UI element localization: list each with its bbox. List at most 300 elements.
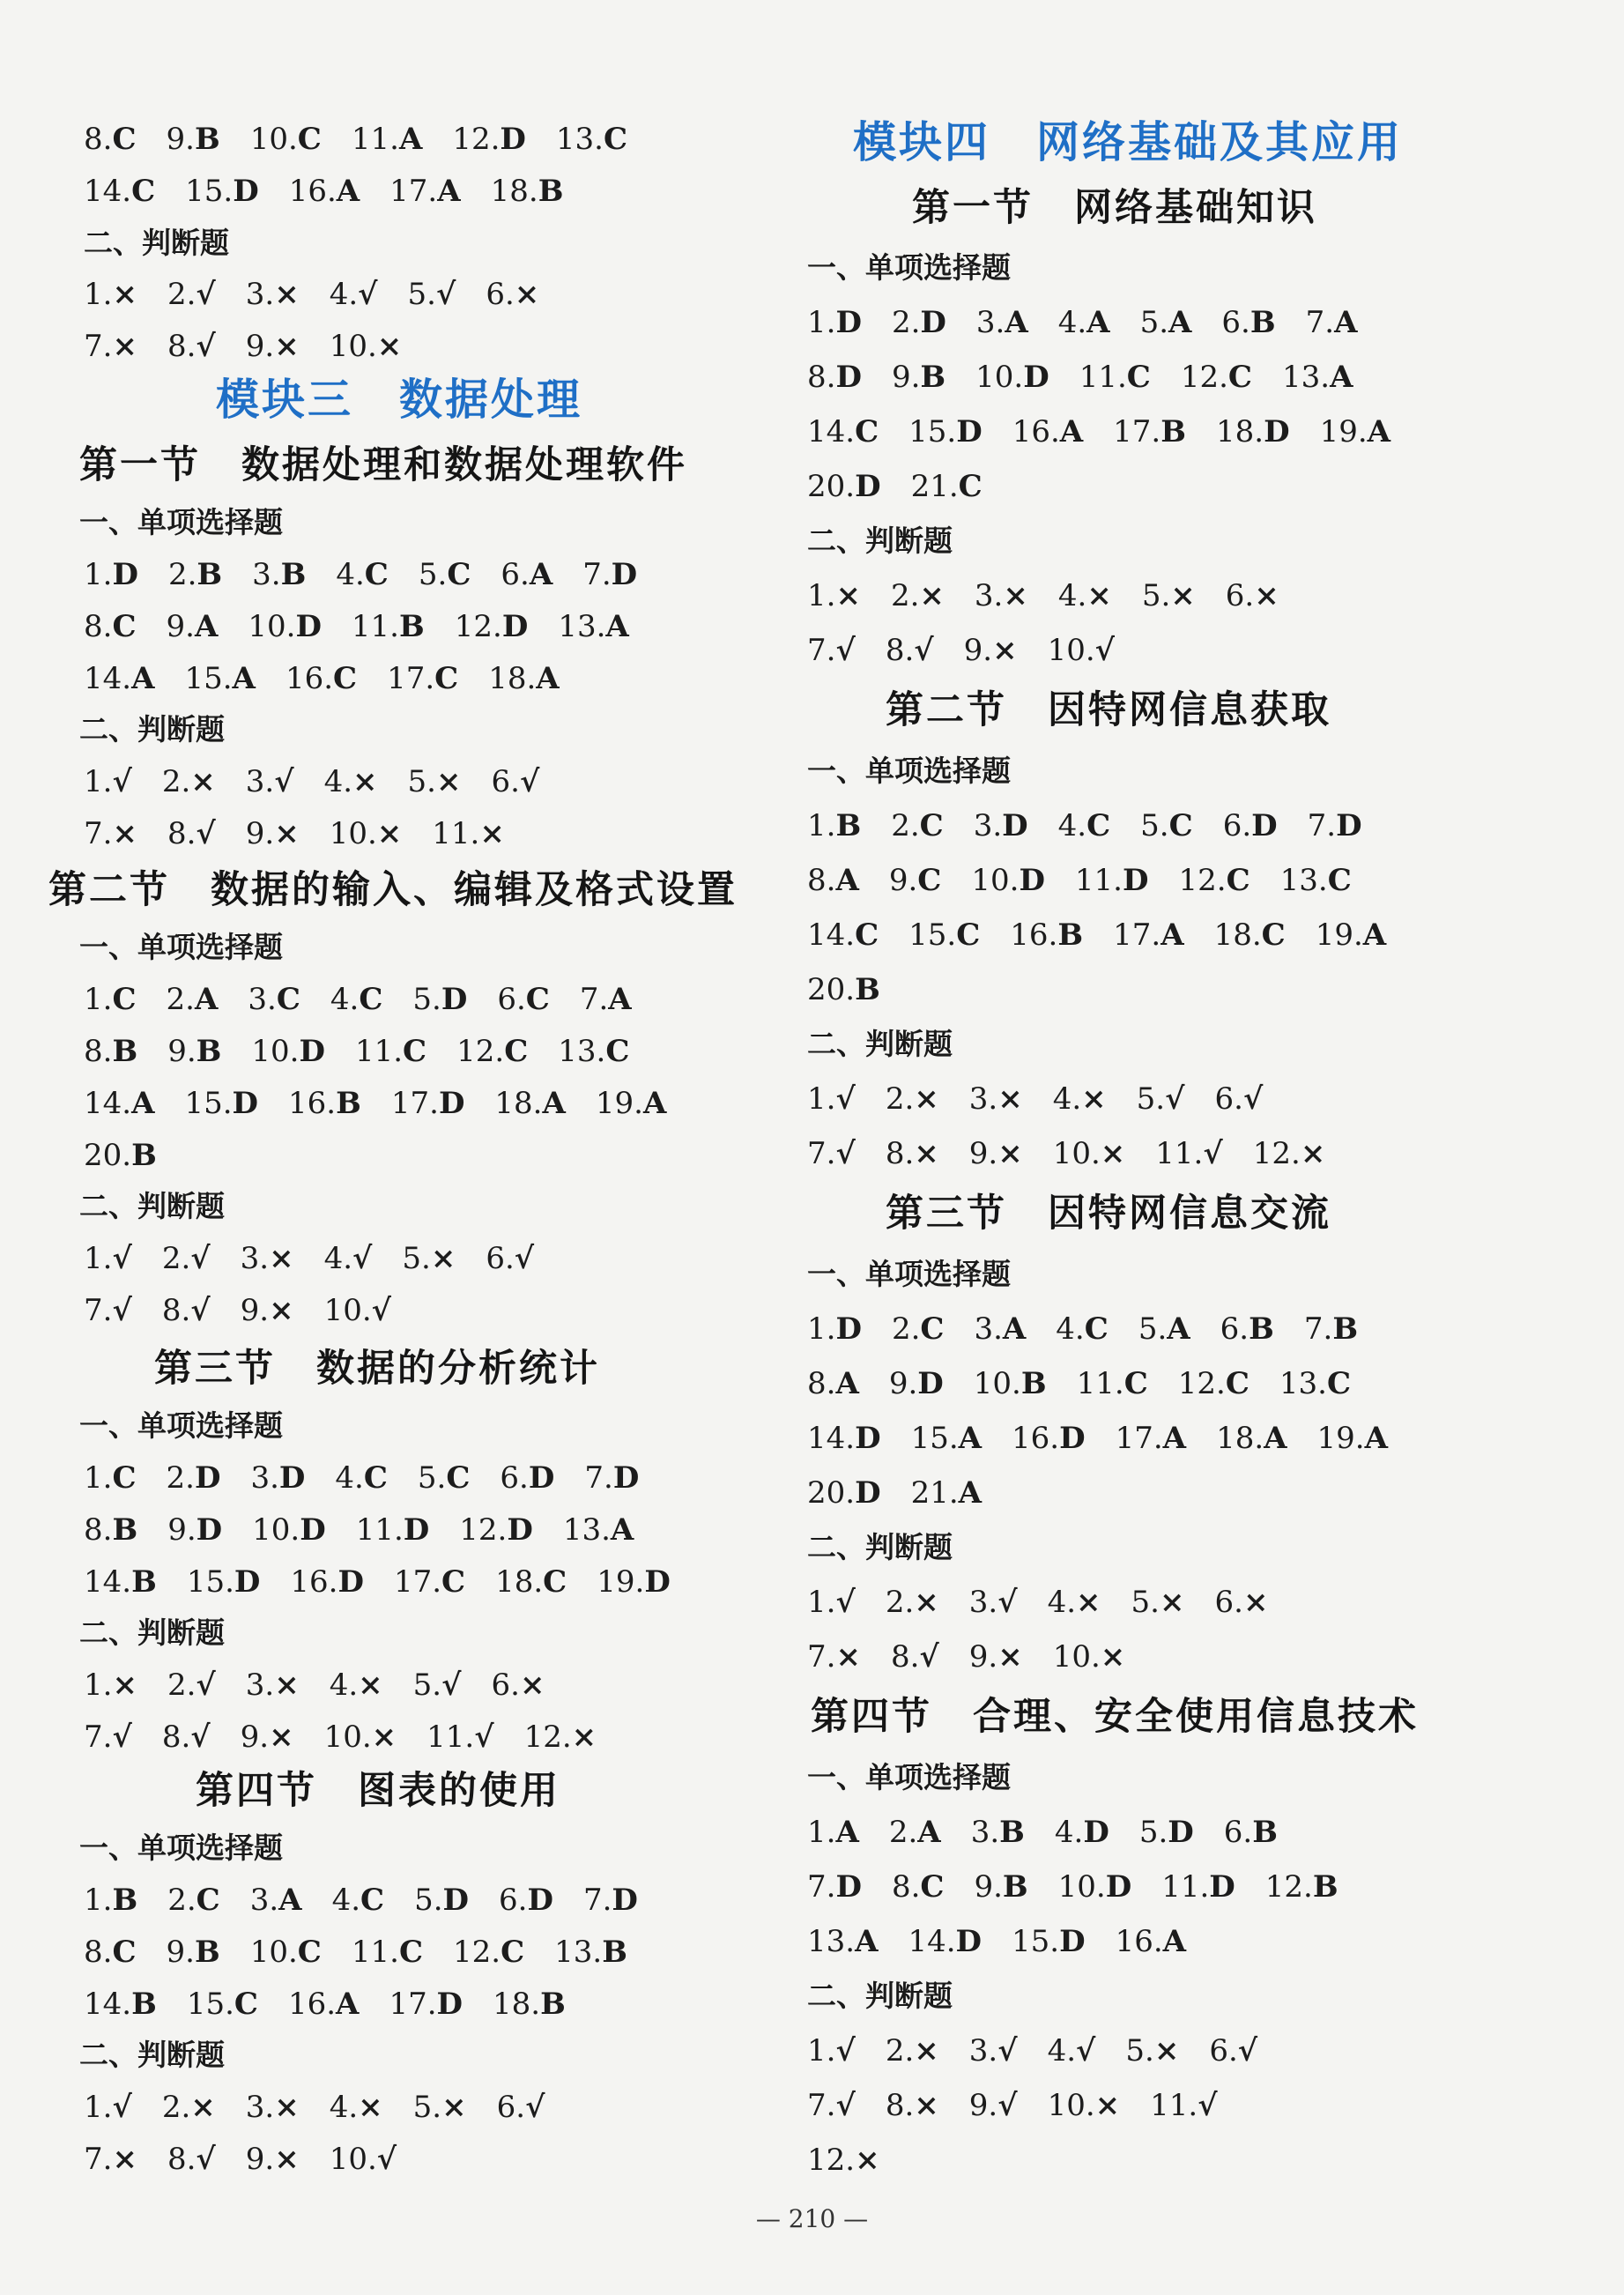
- answer-item: 10.D: [251, 1034, 325, 1069]
- answer-item: 13.A: [562, 1512, 634, 1548]
- answer-item: 15.C: [186, 1987, 258, 2022]
- answer-item: 9.B: [167, 1034, 222, 1069]
- answer-item: 18.C: [1213, 917, 1286, 953]
- choice-heading: 一、单项选择题: [807, 754, 1011, 788]
- answer-item: 17.C: [387, 661, 459, 696]
- answer-line: [84, 816, 535, 851]
- answer-item: 20.B: [84, 1138, 157, 1173]
- answer-item: 6.×: [1214, 1585, 1269, 1620]
- answer-line: [807, 1366, 1381, 1401]
- answer-item: 3.×: [968, 1081, 1023, 1117]
- answer-item: 16.C: [285, 661, 358, 696]
- module-title: 模块三 数据处理: [216, 375, 583, 425]
- answer-item: 7.×: [807, 1639, 861, 1675]
- answer-item: 6.C: [497, 982, 550, 1017]
- answer-item: 7.√: [84, 1293, 132, 1328]
- answer-line: [807, 633, 1145, 668]
- answer-item: 11.C: [354, 1034, 427, 1069]
- answer-item: 1.B: [807, 808, 862, 843]
- answer-item: 6.B: [1220, 1311, 1274, 1347]
- answer-item: 2.√: [161, 1241, 211, 1276]
- answer-item: 9.×: [968, 1639, 1023, 1675]
- answer-item: 12.×: [807, 2143, 880, 2178]
- answer-line: [807, 808, 1392, 843]
- answer-item: 12.B: [1264, 1869, 1339, 1905]
- answer-item: 18.B: [493, 1987, 566, 2022]
- answer-item: 3.×: [245, 2090, 300, 2125]
- answer-item: 9.A: [166, 609, 219, 644]
- answer-item: 10.×: [1047, 2088, 1121, 2123]
- answer-line: [807, 972, 910, 1007]
- answer-item: 16.B: [288, 1086, 361, 1121]
- answer-item: 8.√: [885, 633, 934, 668]
- answer-item: 4.√: [1047, 2033, 1096, 2068]
- answer-item: 8.√: [167, 2142, 216, 2177]
- answer-item: 17.C: [393, 1564, 466, 1600]
- answer-item: 2.C: [167, 1883, 220, 1918]
- answer-item: 6.×: [491, 1667, 545, 1703]
- answer-item: 11.D: [1074, 863, 1149, 898]
- answer-item: 4.D: [1054, 1815, 1109, 1850]
- choice-heading: 一、单项选择题: [807, 250, 1011, 285]
- answer-line: [807, 1311, 1388, 1347]
- answer-item: 12.C: [1180, 360, 1252, 395]
- answer-line: [807, 1081, 1293, 1117]
- answer-item: 1.B: [84, 1883, 138, 1918]
- answer-item: 6.D: [499, 1883, 553, 1918]
- answer-line: [84, 1293, 421, 1328]
- answer-line: [84, 277, 569, 312]
- judge-heading: 二、判断题: [79, 2038, 225, 2072]
- answer-line: [84, 1883, 668, 1918]
- answer-line: [84, 2142, 426, 2177]
- answer-item: 19.A: [1315, 917, 1387, 953]
- answer-item: 9.×: [963, 633, 1018, 668]
- answer-item: 11.×: [432, 816, 505, 851]
- answer-item: 3.D: [250, 1460, 306, 1496]
- answer-line: [84, 174, 593, 209]
- answer-item: 4.√: [329, 277, 378, 312]
- answer-item: 18.A: [494, 1086, 566, 1121]
- answer-item: 16.A: [1115, 1924, 1187, 1959]
- answer-item: 6.√: [1214, 1081, 1264, 1117]
- judge-heading: 二、判断题: [79, 1189, 225, 1223]
- answer-item: 10.D: [971, 863, 1045, 898]
- answer-item: 9.B: [166, 1935, 220, 1970]
- answer-item: 9.√: [968, 2088, 1018, 2123]
- answer-item: 15.D: [186, 1564, 261, 1600]
- section-title: 第二节 数据的输入、编辑及格式设置: [48, 868, 738, 912]
- answer-line: [807, 414, 1420, 449]
- answer-line: [807, 863, 1382, 898]
- answer-item: 1.C: [84, 1460, 137, 1496]
- answer-item: 13.C: [1279, 863, 1352, 898]
- answer-item: 4.A: [1057, 305, 1110, 340]
- answer-item: 7.D: [582, 557, 638, 592]
- answer-item: 1.D: [807, 1311, 862, 1347]
- answer-item: 12.D: [459, 1512, 533, 1548]
- answer-line: [84, 764, 569, 799]
- answer-item: 8.A: [807, 863, 859, 898]
- answer-item: 3.√: [968, 1585, 1018, 1620]
- answer-item: 11.C: [1079, 360, 1151, 395]
- answer-line: [807, 1869, 1368, 1905]
- choice-heading: 一、单项选择题: [807, 1760, 1011, 1794]
- answer-item: 8.C: [891, 1869, 945, 1905]
- answer-line: [84, 1086, 696, 1121]
- answer-item: 19.A: [595, 1086, 667, 1121]
- answer-item: 6.√: [1209, 2033, 1258, 2068]
- answer-item: 8.C: [84, 1935, 137, 1970]
- answer-item: 5.√: [407, 277, 456, 312]
- answer-item: 19.A: [1319, 414, 1391, 449]
- answer-item: 13.C: [555, 122, 628, 157]
- answer-item: 11.√: [426, 1719, 494, 1755]
- answer-item: 1.×: [807, 578, 861, 613]
- answer-item: 20.B: [807, 972, 880, 1007]
- answer-item: 5.D: [1138, 1815, 1194, 1850]
- answer-item: 4.×: [329, 1667, 383, 1703]
- answer-line: [84, 1564, 701, 1600]
- answer-item: 18.B: [490, 174, 564, 209]
- answer-item: 10.×: [329, 816, 403, 851]
- answer-item: 10.C: [249, 1935, 322, 1970]
- answer-item: 5.×: [407, 764, 462, 799]
- answer-item: 7.B: [1303, 1311, 1359, 1347]
- answer-item: 5.√: [1136, 1081, 1185, 1117]
- answer-item: 1.√: [84, 1241, 132, 1276]
- answer-item: 9.×: [240, 1293, 294, 1328]
- answer-line: [807, 2033, 1287, 2068]
- answer-item: 12.×: [523, 1719, 597, 1755]
- answer-item: 15.A: [910, 1421, 983, 1456]
- answer-line: [84, 1241, 564, 1276]
- answer-item: 3.×: [245, 1667, 300, 1703]
- answer-item: 17.A: [389, 174, 461, 209]
- answer-item: 5.A: [1138, 1311, 1190, 1347]
- answer-item: 8.A: [807, 1366, 859, 1401]
- answer-item: 18.D: [1216, 414, 1290, 449]
- answer-item: 18.C: [495, 1564, 567, 1600]
- answer-line: [807, 578, 1309, 613]
- judge-heading: 二、判断题: [84, 226, 229, 260]
- answer-item: 5.×: [1131, 1585, 1185, 1620]
- answer-item: 14.B: [84, 1564, 157, 1600]
- answer-item: 15.D: [1012, 1924, 1086, 1959]
- answer-item: 10.D: [252, 1512, 326, 1548]
- answer-line: [84, 122, 657, 157]
- answer-item: 6.×: [1225, 578, 1279, 613]
- answer-item: 3.A: [249, 1883, 302, 1918]
- answer-item: 2.C: [891, 808, 944, 843]
- answer-item: 6.D: [500, 1460, 555, 1496]
- answer-item: 4.×: [1052, 1081, 1107, 1117]
- answer-item: 8.D: [807, 360, 862, 395]
- answer-item: 17.D: [390, 1086, 465, 1121]
- answer-item: 5.×: [1125, 2033, 1180, 2068]
- answer-line: [84, 1034, 659, 1069]
- answer-item: 8.√: [167, 329, 216, 364]
- answer-item: 2.B: [167, 557, 223, 592]
- answer-item: 11.C: [1076, 1366, 1148, 1401]
- answer-item: 5.A: [1139, 305, 1192, 340]
- answer-line: [84, 609, 659, 644]
- answer-item: 10.D: [1057, 1869, 1132, 1905]
- answer-item: 2.×: [161, 764, 216, 799]
- answer-item: 3.×: [245, 277, 300, 312]
- answer-item: 1.√: [84, 2090, 132, 2125]
- answer-item: 1.C: [84, 982, 137, 1017]
- answer-line: [807, 360, 1383, 395]
- answer-line: [807, 305, 1387, 340]
- answer-item: 9.×: [968, 1136, 1023, 1171]
- answer-item: 9.C: [888, 863, 942, 898]
- answer-item: 1.√: [807, 1081, 856, 1117]
- answer-line: [807, 1421, 1418, 1456]
- answer-item: 6.A: [501, 557, 553, 592]
- answer-item: 3.B: [252, 557, 307, 592]
- answer-item: 3.C: [248, 982, 300, 1017]
- answer-item: 16.A: [1012, 414, 1084, 449]
- answer-item: 12.C: [456, 1034, 529, 1069]
- answer-item: 2.A: [166, 982, 219, 1017]
- answer-item: 3.×: [240, 1241, 294, 1276]
- answer-item: 16.A: [288, 174, 360, 209]
- judge-heading: 二、判断题: [79, 712, 225, 746]
- answer-item: 9.×: [245, 816, 300, 851]
- answer-item: 17.B: [1113, 414, 1186, 449]
- answer-item: 14.D: [908, 1924, 983, 1959]
- answer-item: 10.√: [323, 1293, 392, 1328]
- answer-item: 5.C: [417, 1460, 471, 1496]
- answer-item: 14.A: [84, 661, 155, 696]
- answer-item: 13.C: [558, 1034, 630, 1069]
- answer-item: 2.√: [167, 277, 216, 312]
- answer-item: 9.D: [167, 1512, 223, 1548]
- answer-item: 2.×: [885, 1585, 939, 1620]
- answer-item: 2.×: [885, 1081, 939, 1117]
- answer-item: 3.B: [970, 1815, 1025, 1850]
- answer-item: 3.A: [975, 305, 1028, 340]
- answer-item: 6.B: [1223, 1815, 1278, 1850]
- choice-heading: 一、单项选择题: [807, 1257, 1011, 1291]
- answer-line: [84, 1138, 187, 1173]
- answer-item: 12.×: [1252, 1136, 1326, 1171]
- answer-item: 7.A: [579, 982, 632, 1017]
- answer-item: 11.B: [351, 609, 425, 644]
- answer-line: [807, 1585, 1298, 1620]
- module-title: 模块四 网络基础及其应用: [853, 117, 1404, 167]
- answer-line: [84, 1460, 669, 1496]
- answer-item: 3.×: [974, 578, 1028, 613]
- answer-line: [84, 329, 432, 364]
- answer-item: 9.B: [974, 1869, 1028, 1905]
- answer-item: 11.√: [1155, 1136, 1223, 1171]
- answer-item: 2.√: [167, 1667, 216, 1703]
- answer-item: 11.D: [1161, 1869, 1235, 1905]
- answer-item: 5.×: [402, 1241, 456, 1276]
- answer-item: 8.×: [885, 1136, 939, 1171]
- answer-item: 17.D: [389, 1987, 463, 2022]
- answer-item: 4.C: [330, 982, 383, 1017]
- answer-item: 6.√: [496, 2090, 545, 2125]
- judge-heading: 二、判断题: [79, 1615, 225, 1650]
- answer-item: 6.√: [491, 764, 540, 799]
- answer-item: 7.×: [84, 2142, 137, 2177]
- answer-item: 2.×: [161, 2090, 216, 2125]
- answer-item: 8.B: [84, 1512, 138, 1548]
- answer-item: 8.√: [167, 816, 216, 851]
- answer-item: 7.√: [807, 2088, 856, 2123]
- answer-item: 8.C: [84, 609, 137, 644]
- section-title: 第四节 合理、安全使用信息技术: [811, 1695, 1419, 1739]
- answer-item: 1.√: [84, 764, 132, 799]
- answer-item: 10.√: [329, 2142, 397, 2177]
- answer-line: [807, 2143, 910, 2178]
- answer-item: 9.B: [166, 122, 220, 157]
- answer-item: 8.√: [890, 1639, 939, 1675]
- answer-item: 13.B: [554, 1935, 627, 1970]
- answer-item: 5.√: [412, 1667, 462, 1703]
- answer-item: 3.√: [245, 764, 294, 799]
- answer-item: 9.×: [240, 1719, 294, 1755]
- answer-item: 8.√: [161, 1293, 211, 1328]
- answer-item: 14.D: [807, 1421, 881, 1456]
- answer-line: [807, 469, 1012, 504]
- answer-item: 4.×: [329, 2090, 383, 2125]
- answer-item: 8.√: [161, 1719, 211, 1755]
- section-title: 第一节 网络基础知识: [912, 186, 1317, 230]
- answer-item: 16.A: [287, 1987, 360, 2022]
- answer-item: 1.A: [807, 1815, 859, 1850]
- answer-item: 7.D: [584, 1460, 640, 1496]
- answer-item: 15.D: [184, 1086, 259, 1121]
- answer-item: 4.C: [335, 1460, 388, 1496]
- answer-line: [84, 1512, 664, 1548]
- answer-line: [84, 661, 590, 696]
- answer-item: 10.D: [248, 609, 322, 644]
- answer-item: 17.A: [1115, 1421, 1187, 1456]
- answer-item: 19.A: [1316, 1421, 1388, 1456]
- answer-item: 4.C: [331, 1883, 385, 1918]
- answer-item: 10.√: [1047, 633, 1116, 668]
- page-number: — 210 —: [755, 2204, 869, 2233]
- answer-item: 19.D: [597, 1564, 671, 1600]
- answer-item: 1.D: [807, 305, 862, 340]
- answer-item: 2.A: [888, 1815, 941, 1850]
- answer-item: 2.C: [891, 1311, 945, 1347]
- answer-line: [807, 1924, 1216, 1959]
- answer-item: 10.B: [973, 1366, 1047, 1401]
- answer-item: 4.×: [323, 764, 378, 799]
- answer-item: 3.√: [968, 2033, 1018, 2068]
- answer-item: 15.D: [908, 414, 983, 449]
- answer-line: [807, 1639, 1155, 1675]
- answer-item: 2.D: [891, 305, 946, 340]
- answer-item: 15.C: [908, 917, 981, 953]
- answer-item: 11.D: [355, 1512, 430, 1548]
- answer-item: 4.C: [336, 557, 389, 592]
- answer-item: 7.D: [1307, 808, 1362, 843]
- answer-item: 6.×: [486, 277, 540, 312]
- answer-item: 7.D: [582, 1883, 638, 1918]
- answer-item: 7.×: [84, 329, 137, 364]
- answer-item: 1.√: [807, 1585, 856, 1620]
- judge-heading: 二、判断题: [807, 1530, 953, 1564]
- answer-item: 1.×: [84, 1667, 137, 1703]
- answer-item: 21.A: [910, 1475, 983, 1511]
- answer-item: 16.D: [1012, 1421, 1086, 1456]
- section-title: 第三节 因特网信息交流: [886, 1192, 1331, 1236]
- answer-item: 12.C: [1177, 1366, 1250, 1401]
- answer-item: 10.C: [249, 122, 322, 157]
- answer-item: 9.B: [891, 360, 946, 395]
- answer-line: [84, 1667, 575, 1703]
- section-title: 第一节 数据处理和数据处理软件: [79, 443, 687, 487]
- answer-item: 4.×: [1047, 1585, 1101, 1620]
- answer-item: 4.C: [1057, 808, 1111, 843]
- answer-item: 5.×: [412, 2090, 467, 2125]
- answer-item: 6.√: [486, 1241, 535, 1276]
- answer-item: 10.×: [323, 1719, 397, 1755]
- answer-line: [84, 1935, 657, 1970]
- answer-item: 5.C: [418, 557, 471, 592]
- answer-item: 7.D: [807, 1869, 862, 1905]
- answer-item: 14.B: [84, 1987, 157, 2022]
- answer-item: 20.D: [807, 1475, 881, 1511]
- answer-item: 18.A: [488, 661, 560, 696]
- answer-item: 20.D: [807, 469, 881, 504]
- section-title: 第三节 数据的分析统计: [154, 1347, 600, 1391]
- answer-item: 14.C: [807, 414, 879, 449]
- answer-item: 6.D: [1222, 808, 1278, 843]
- answer-item: 5.×: [1141, 578, 1196, 613]
- answer-item: 5.D: [414, 1883, 470, 1918]
- answer-item: 6.B: [1221, 305, 1276, 340]
- answer-item: 10.×: [1052, 1136, 1126, 1171]
- answer-item: 4.×: [1057, 578, 1112, 613]
- answer-item: 15.A: [184, 661, 256, 696]
- answer-item: 2.×: [890, 578, 945, 613]
- judge-heading: 二、判断题: [807, 1027, 953, 1061]
- answer-item: 21.C: [910, 469, 983, 504]
- answer-line: [807, 917, 1416, 953]
- answer-item: 4.√: [323, 1241, 373, 1276]
- answer-item: 10.×: [1052, 1639, 1126, 1675]
- answer-item: 9.D: [888, 1366, 944, 1401]
- answer-item: 11.A: [351, 122, 423, 157]
- answer-line: [84, 557, 667, 592]
- answer-item: 8.C: [84, 122, 137, 157]
- choice-heading: 一、单项选择题: [79, 930, 283, 964]
- answer-item: 3.D: [973, 808, 1028, 843]
- answer-item: 13.A: [807, 1924, 879, 1959]
- answer-item: 1.D: [84, 557, 138, 592]
- answer-item: 7.√: [84, 1719, 132, 1755]
- answer-item: 15.D: [185, 174, 259, 209]
- answer-item: 13.A: [558, 609, 629, 644]
- answer-item: 13.A: [1281, 360, 1353, 395]
- answer-item: 12.D: [454, 609, 529, 644]
- answer-line: [84, 1987, 596, 2022]
- answer-item: 8.×: [885, 2088, 939, 2123]
- answer-item: 9.×: [245, 329, 300, 364]
- answer-item: 7.×: [84, 816, 137, 851]
- judge-heading: 二、判断题: [807, 524, 953, 558]
- answer-item: 1.√: [807, 2033, 856, 2068]
- answer-item: 10.D: [975, 360, 1049, 395]
- answer-line: [807, 1815, 1308, 1850]
